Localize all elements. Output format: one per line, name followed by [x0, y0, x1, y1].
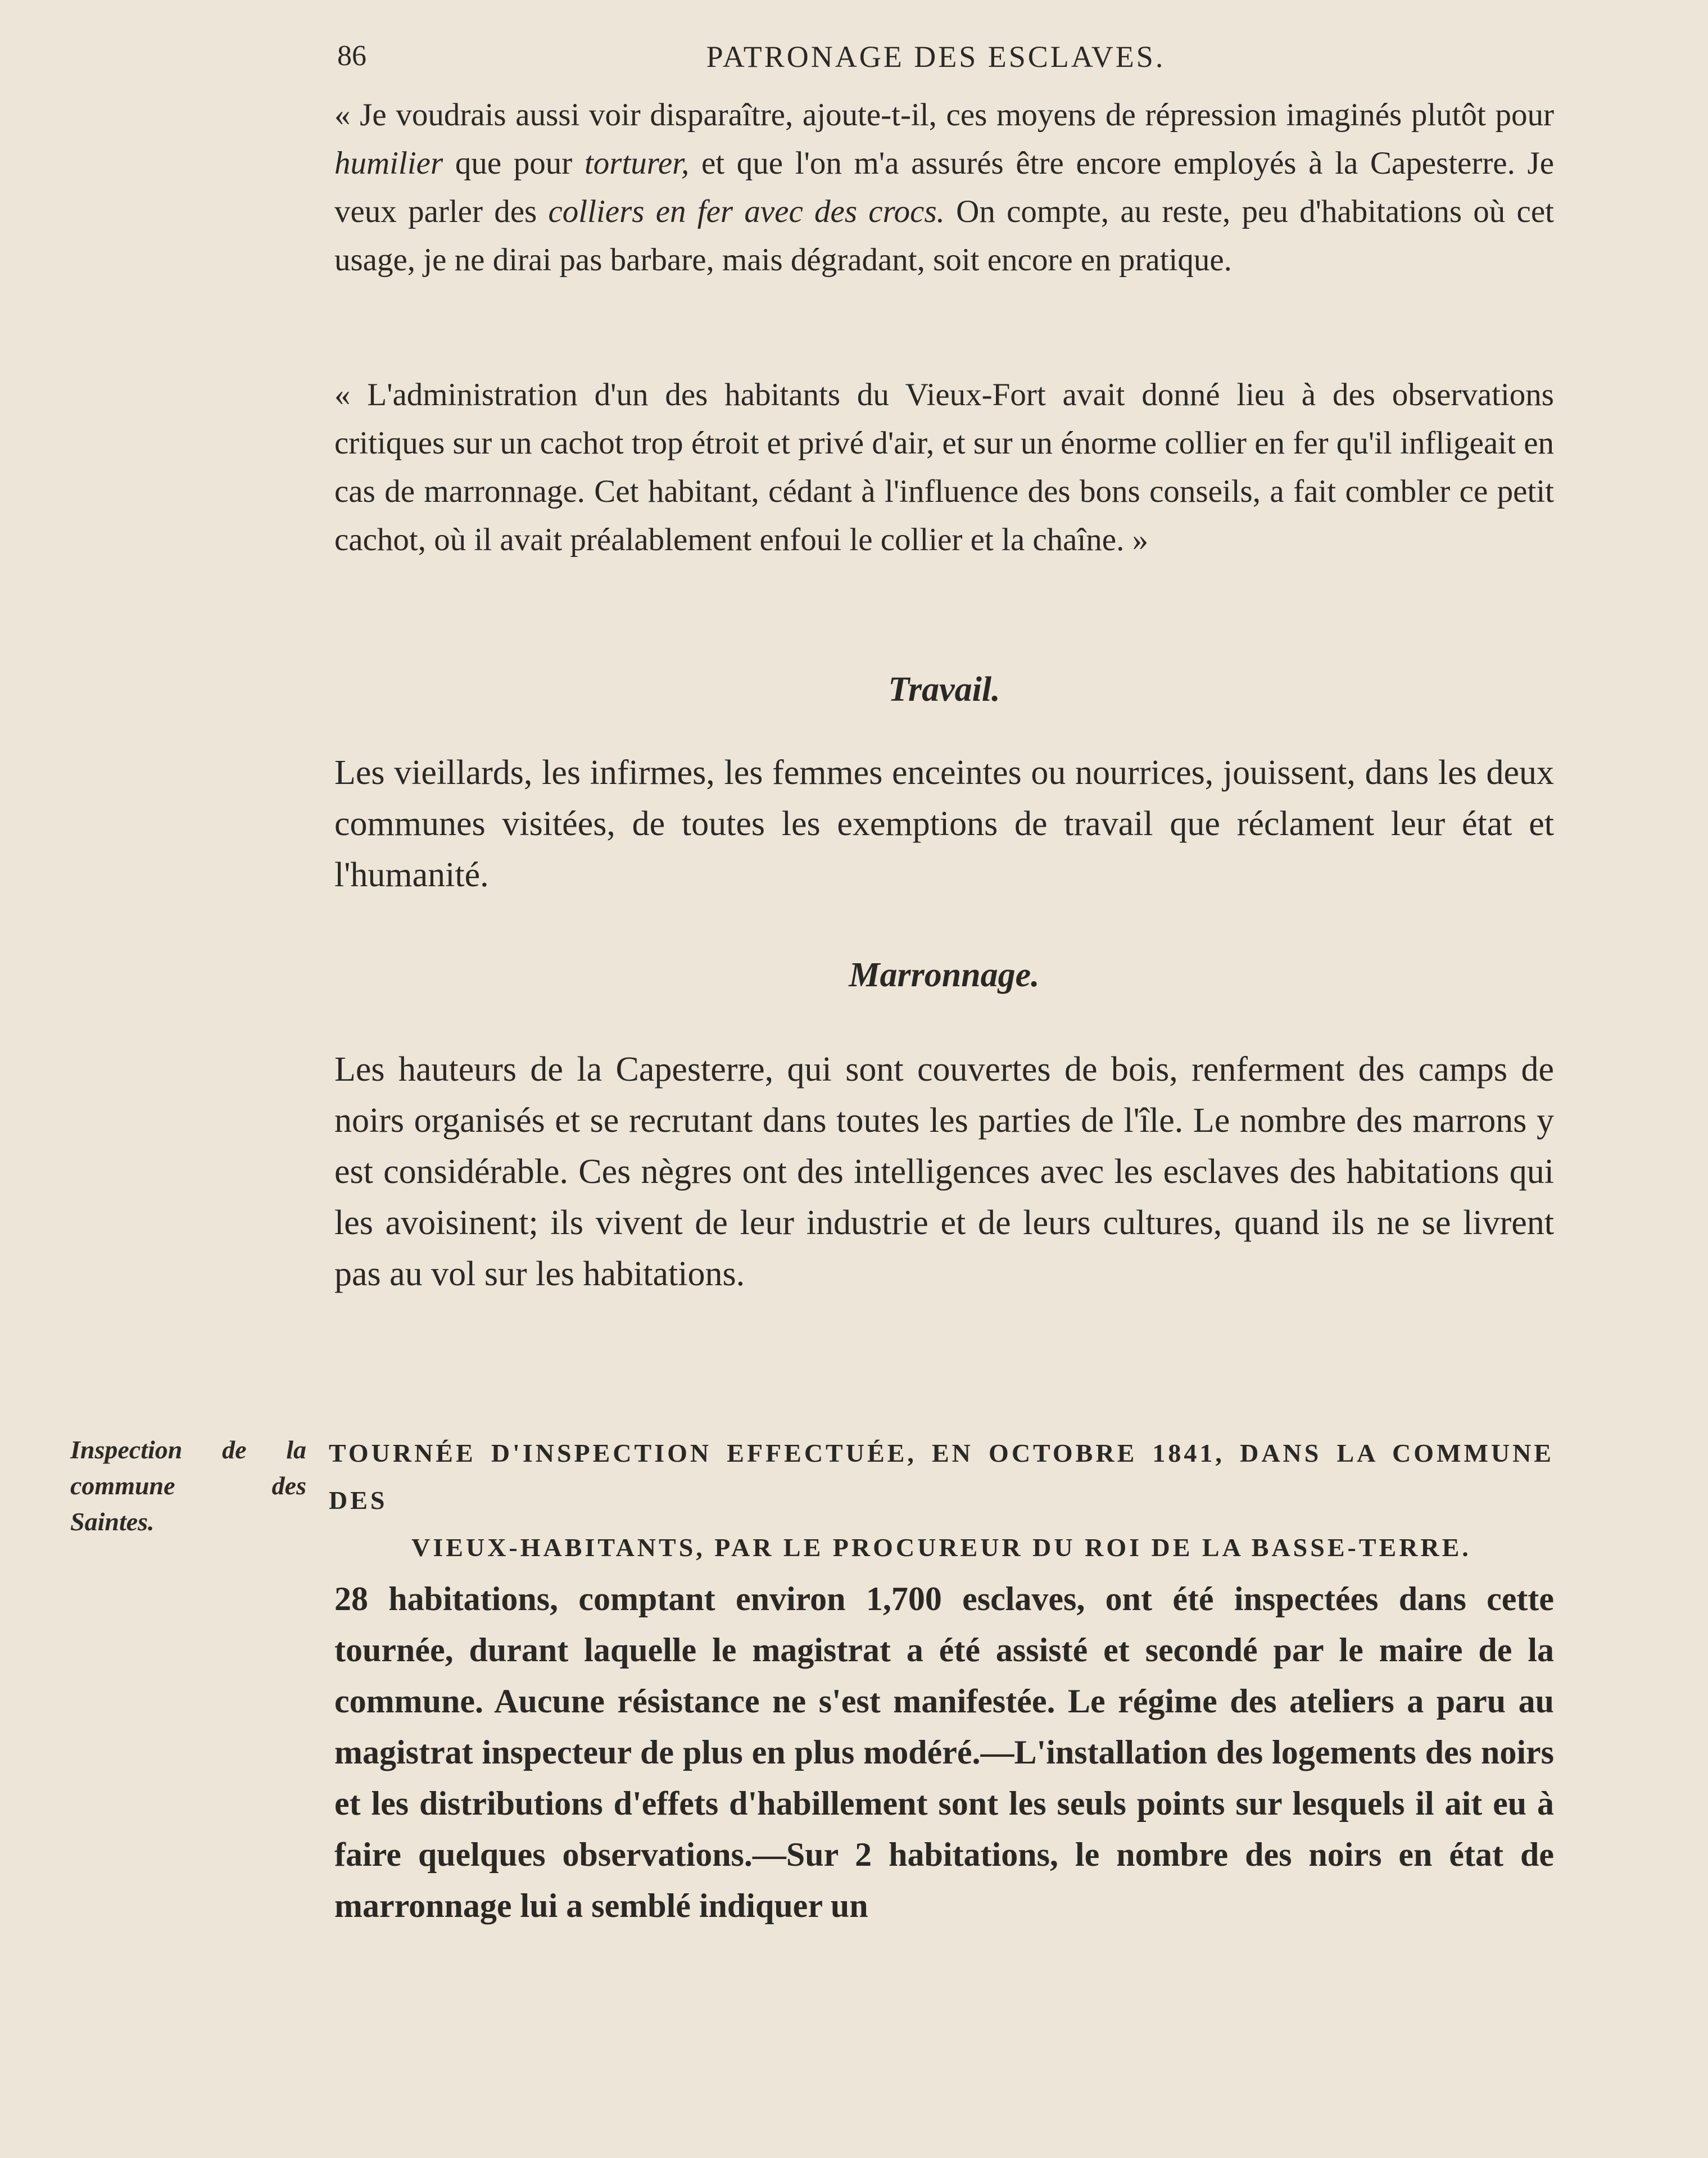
section-title-line2: VIEUX-HABITANTS, PAR LE PROCUREUR DU ROI DE LA BASSE-TERRE. — [411, 1533, 1471, 1562]
running-title: PATRONAGE DES ESCLAVES. — [706, 40, 1166, 74]
page-number: 86 — [337, 40, 366, 72]
emphasis-torturer: torturer, — [584, 146, 690, 181]
emphasis-colliers: colliers en fer avec des crocs. — [548, 194, 945, 229]
heading-travail: Travail. — [888, 670, 1000, 709]
paragraph-text: « Je voudrais aussi voir disparaître, ajoute-t-il, ces moyens de répression imaginés plutôt pour — [334, 97, 1554, 133]
emphasis-humilier: humilier — [334, 146, 443, 181]
paragraph-text: que pour — [443, 146, 585, 181]
paragraph-travail: Les vieillards, les infirmes, les femmes enceintes ou nourrices, jouissent, dans les deux communes visitées, de toutes les exemptions de travail que réclament leur état et l'humanité. — [334, 754, 1554, 894]
paragraph-marronnage: Les hauteurs de la Capesterre, qui sont couvertes de bois, renferment des camps de noirs organisés et se recrutant dans toutes les parties de l'île. Le nombre des marrons y est considérable. Ces nègres ont des intelligences avec les esclaves des habitations qui les avoisinent; ils vivent de leur industrie et de leurs cultures, quand ils ne se livrent pas au vol sur les habitations. — [334, 1050, 1554, 1293]
heading-marronnage: Marronnage. — [849, 956, 1040, 994]
paragraph-inspection: 28 habitations, comptant environ 1,700 esclaves, ont été inspectées dans cette tournée, durant laquelle le magistrat a été assisté et secondé par le maire de la commune. Aucune résistance ne s'est manifestée. Le régime des ateliers a paru au magistrat inspecteur de plus en plus modéré.—L'installation des logements des noirs et les distributions d'effets d'habillement sont les seuls points sur lesquels il ait eu à faire quelques observations.—Sur 2 habitations, le nombre des noirs en état de marronnage lui a semblé indiquer un — [334, 1580, 1554, 1924]
paragraph-repression — [334, 91, 1554, 284]
paragraph-vieux-fort: « L'administration d'un des habitants du Vieux-Fort avait donné lieu à des observations critiques sur un cachot trop étroit et privé d'air, et sur un énorme collier en fer qu'il infligeait en cas de marronnage. Cet habitant, cédant à l'influence des bons conseils, a fait combler ce petit cachot, où il avait préalablement enfoui le collier et la chaîne. » — [334, 377, 1554, 557]
paragraph-text: On compte, au reste, peu d'habitations où cet usage, je ne dirai pas barbare, mais dégradant, soit encore en pratique. — [334, 194, 1554, 278]
margin-note: Inspection de la commune des Saintes. — [70, 1435, 306, 1536]
page-header — [337, 39, 1534, 79]
paragraph-text: et que l'on m'a assurés être encore employés à la Capesterre. Je veux parler des — [334, 146, 1555, 229]
section-title — [329, 1430, 1554, 1571]
section-title-line1: TOURNÉE D'INSPECTION EFFECTUÉE, EN OCTOBRE 1841, DANS LA COMMUNE DES — [329, 1439, 1554, 1515]
